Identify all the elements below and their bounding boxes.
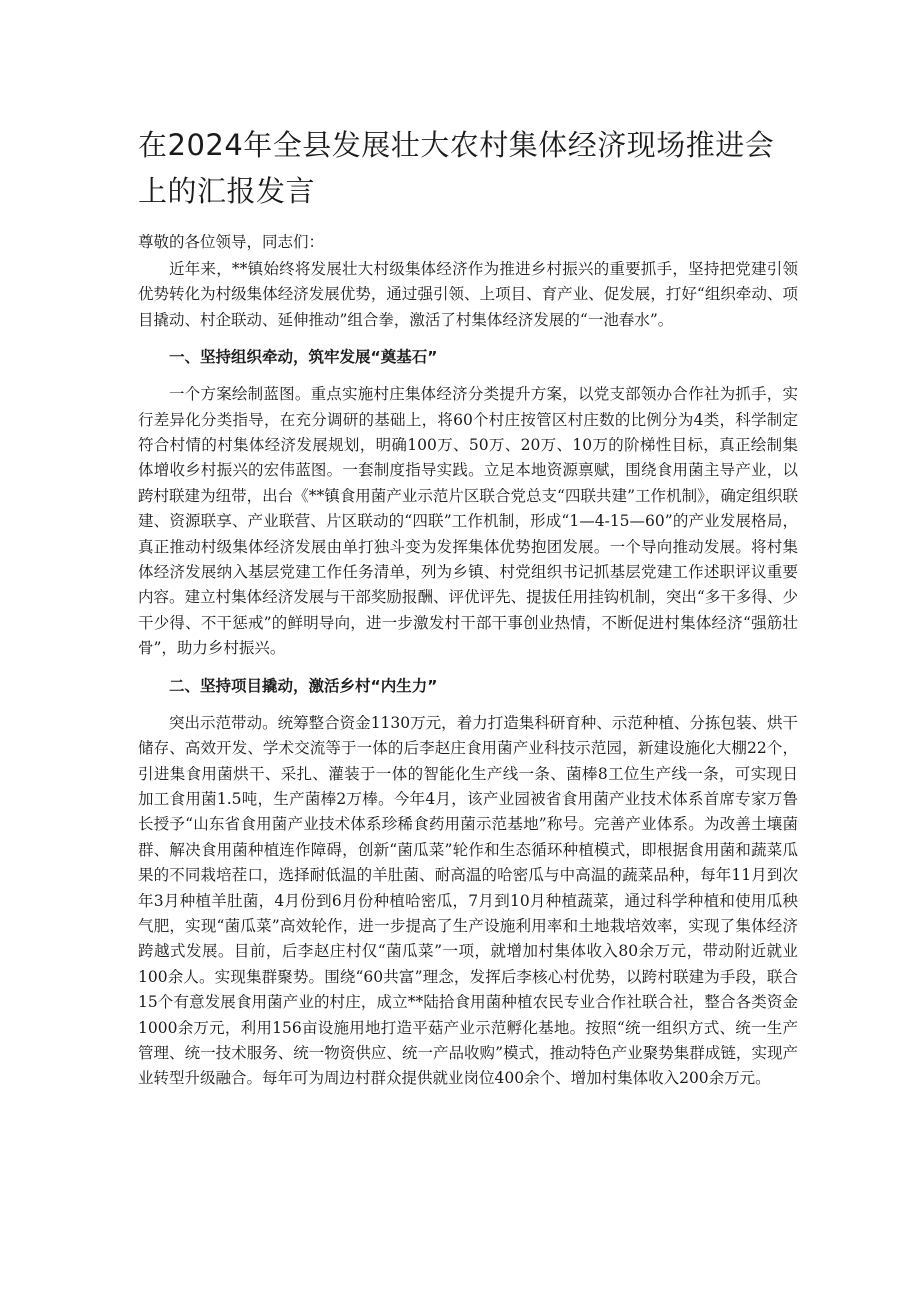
salutation: 尊敬的各位领导，同志们：	[138, 233, 325, 251]
section-1	[138, 345, 798, 661]
intro-paragraph: 近年来，**镇始终将发展壮大村级集体经济作为推进乡村振兴的重要抓手，坚持把党建引领优势转化为村级集体经济发展优势，通过强引领、上项目、育产业、促发展，打好“组织牵动、项目撬动、村企联动、延伸推动”组合拳，激活了村集体经济发展的“一池春水”。	[138, 260, 798, 329]
section-1-heading: 一、坚持组织牵动，筑牢发展“奠基石”	[169, 348, 438, 367]
document-title: 在2024年全县发展壮大农村集体经济现场推进会上的汇报发言	[138, 128, 775, 208]
section-2-heading: 二、坚持项目撬动，激活乡村“内生力”	[169, 676, 438, 695]
section-2-paragraph: 突出示范带动。统筹整合资金1130万元，着力打造集科研育种、示范种植、分拣包装、烘干储存、高效开发、学术交流等于一体的后李赵庄食用菌产业科技示范园，新建设施化大棚22个，引进集食用菌烘干、采扎、灌装于一体的智能化生产线一条、菌棒8工位生产线一条，可实现日加工食用菌1.5吨，生产菌棒2万棒。今年4月，该产业园被省食用菌产业技术体系首席专家万鲁长授予“山东省食用菌产业技术体系珍稀食药用菌示范基地”称号。完善产业体系。为改善土壤菌群、解决食用菌种植连作障碍，创新“菌瓜菜”轮作和生态循环种植模式，即根据食用菌和蔬菜瓜果的不同栽培茬口，选择耐低温的羊肚菌、耐高温的哈密瓜与中高温的蔬菜品种，每年11月到次年3月种植羊肚菌，4月份到6月份种植哈密瓜，7月到10月种植蔬菜，通过科学种植和使用瓜秧气肥，实现“菌瓜菜”高效轮作，进一步提高了生产设施利用率和土地栽培效率，实现了集体经济跨越式发展。目前，后李赵庄村仅“菌瓜菜”一项，就增加村集体收入80余万元，带动附近就业100余人。实现集群聚势。围绕“60共富”理念，发挥后李核心村优势，以跨村联建为手段，联合15个有意发展食用菌产业的村庄，成立**陆拾食用菌种植农民专业合作社联合社，整合各类资金1000余万元，利用156亩设施用地打造平菇产业示范孵化基地。按照“统一组织方式、统一生产管理、统一技术服务、统一物资供应、统一产品收购”模式，推动特色产业聚势集群成链，实现产业转型升级融合。每年可为周边村群众提供就业岗位400余个、增加村集体收入200余万元。	[138, 713, 798, 1088]
document-page	[138, 122, 798, 1092]
section-1-paragraph: 一个方案绘制蓝图。重点实施村庄集体经济分类提升方案，以党支部领办合作社为抓手，实行差异化分类指导，在充分调研的基础上，将60个村庄按管区村庄数的比例分为4类，科学制定符合村情的村集体经济发展规划，明确100万、50万、20万、10万的阶梯性目标，真正绘制集体增收乡村振兴的宏伟蓝图。一套制度指导实践。立足本地资源禀赋，围绕食用菌主导产业，以跨村联建为纽带，出台《**镇食用菌产业示范片区联合党总支“四联共建”工作机制》，确定组织联建、资源联享、产业联营、片区联动的“四联”工作机制，形成“1—4-15—60”的产业发展格局，真正推动村级集体经济发展由单打独斗变为发挥集体优势抱团发展。一个导向推动发展。将村集体经济发展纳入基层党建工作任务清单，列为乡镇、村党组织书记抓基层党建工作述职评议重要内容。建立村集体经济发展与干部奖励报酬、评优评先、提拔任用挂钩机制，突出“多干多得、少干少得、不干惩戒”的鲜明导向，进一步激发村干部干事创业热情，不断促进村集体经济“强筋壮骨”，助力乡村振兴。	[138, 385, 798, 658]
section-2	[138, 674, 798, 1092]
